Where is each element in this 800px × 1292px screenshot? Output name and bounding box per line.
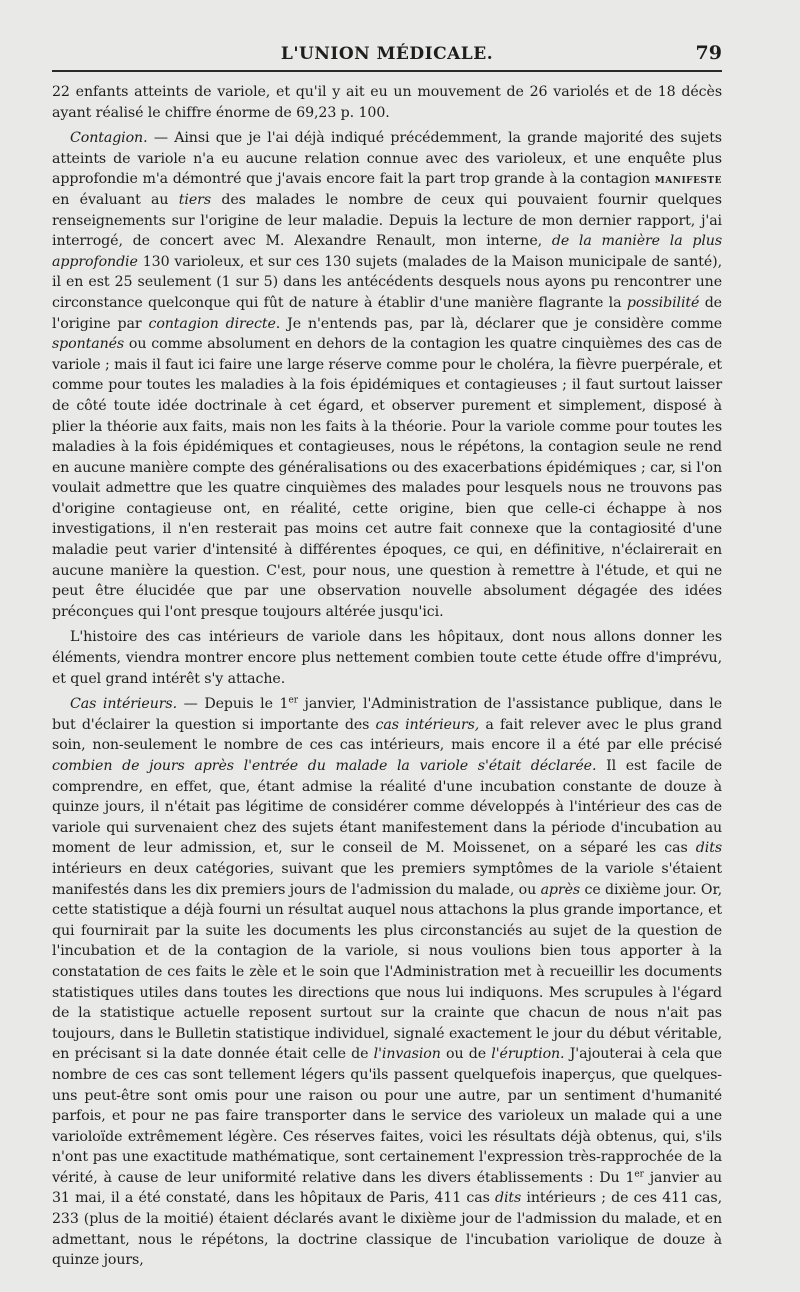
text-run: intérieurs en deux catégories, suivant que les premiers symptômes de la variole s'étaient manifestés dans les dix premiers jours de l'admission du malade, ou <box>52 860 722 898</box>
emphasis-tiers: tiers <box>178 191 211 208</box>
text-run: 130 varioleux, et sur ces 130 sujets (malades de la Maison municipale de santé), il en est 25 seulement (1 sur 5) dans les antécédents desquels nous ayons pu rencontrer une circonstance quelconque qui fût de nature à établir d'une manière flagrante la <box>52 253 722 311</box>
text-run: . Je n'entends pas, par là, déclarer que je considère comme <box>275 315 722 332</box>
emphasis-cas-interieurs: cas intérieurs, <box>375 716 480 733</box>
page-number: 79 <box>695 42 722 64</box>
superscript: er <box>634 1169 644 1180</box>
text-run: janvier au 31 mai, il a été constaté, dans les hôpitaux de Paris, 411 cas <box>52 1169 722 1207</box>
text-run: des malades le nombre de ceux qui pouvaient fournir quelques renseignements sur l'origine de leur maladie. Depuis la lecture de mon dernier rapport, j'ai interrogé, de concert avec M. Alexandre Renault, mon interne, <box>52 191 722 250</box>
text-run: intérieurs ; de ces 411 cas, 233 (plus de la moitié) étaient déclarés avant le dixième jour de l'admission du malade, et en admettant, nous le répétons, la doctrine classique de l'incubation variolique de douze à quinze jours, <box>52 1190 722 1269</box>
paragraph-cas-interieurs <box>52 694 722 1271</box>
text-run: ou de <box>440 1046 492 1063</box>
emphasis-manifeste: manifeste <box>654 171 722 187</box>
emphasis-eruption: l'éruption. <box>491 1046 565 1063</box>
superscript: er <box>288 695 298 706</box>
running-header <box>52 40 722 72</box>
emphasis-spontanes: spontanés <box>52 336 125 353</box>
emphasis-dits: dits <box>695 840 722 857</box>
emphasis-dits: dits <box>494 1190 522 1207</box>
text-run: ce dixième jour. Or, cette statistique a déjà fourni un résultat auquel nous attachons la plus grande importance, et qui fournirait par la suite les documents les plus circonstanciés au sujet de la question de l'incubation et de la contagion de la variole, si nous voulions bien tous apporter à la constatation de ces faits le zèle et le soin que l'Administration met à recueillir les documents statistiques utiles dans toutes les directions que nous lui indiquons. Mes scrupules à l'égard de la statistique actuelle reposent surtout sur la crainte que chacun de nous n'ait pas toujours, dans le Bulletin statistique individuel, signalé exactement le jour du début véritable, en précisant si la date donnée était celle de <box>52 881 722 1063</box>
text-run: Il est facile de comprendre, en effet, que, étant admise la réalité d'une incubation constante de douze à quinze jours, il n'était pas légitime de considérer comme développés à l'intérieur des cas de variole qui survenaient chez des sujets étant manifestement dans la période d'incubation au moment de leur admission, et, sur le conseil de M. Moissenet, on a séparé les cas <box>52 758 723 857</box>
text-run: ou comme absolument en dehors de la contagion les quatre cinquièmes des cas de variole ; mais il faut ici faire une large réserve comme pour le choléra, la fièvre puerpérale, et comme pour toutes les maladies à la fois épidémiques et contagieuses ; il faut surtout laisser de côté toute idée doctrinale à cet égard, et observer purement et simplement, disposé à plier la théorie aux faits, mais non les faits à la théorie. Pour la variole comme pour toutes les maladies à la fois épidémiques et contagieuses, nous le répétons, la contagion seule ne rend en aucune manière compte des généralisations ou des exacerbations épidémiques ; car, si l'on voulait admettre que les quatre cinquièmes des malades pour lesquels nous ne trouvons pas d'origine contagieuse ont, en réalité, cette origine, bien que celle-ci échappe à nos investigations, il n'en resterait pas moins cet autre fait connexe que la contagiosité d'une maladie peut varier d'intensité à différentes époques, ce qui, en définitive, n'éclairerait en aucune manière la question. C'est, pour nous, une question à remettre à l'étude, et qui ne peut être élucidée que par une observation nouvelle absolument dégagée des idées préconçues qui l'ont presque toujours altérée jusqu'ici. <box>52 336 722 620</box>
emphasis-apres: après <box>540 881 581 898</box>
text-run: en évaluant au <box>52 191 179 208</box>
journal-title: L'UNION MÉDICALE. <box>280 44 494 64</box>
body-text <box>52 82 722 1271</box>
text-run: J'ajouterai à cela que nombre de ces cas sont tellement légers qu'ils passent quelquefois inaperçus, que quelques-uns peut-être sont omis pour une raison ou pour une autre, par un sentiment d'humanité parfois, et pour ne pas faire transporter dans le service des varioleux un malade qui a une varioloïde extrêmement légère. Ces réserves faites, voici les résultats déjà obtenus, qui, s'ils n'ont pas une exactitude mathématique, sont certainement l'expression très-rapprochée de la vérité, à cause de leur uniformité relative dans les divers établissements : Du 1 <box>52 1046 722 1186</box>
emphasis-combien: combien de jours après l'entrée du malade la variole s'était déclarée. <box>52 758 597 774</box>
emphasis-invasion: l'invasion <box>373 1046 441 1063</box>
text-run: janvier, l'Administration de l'assistance publique, dans le but d'éclairer la question si importante des <box>52 696 722 733</box>
text-run: de l'origine par <box>52 294 722 332</box>
text-run: — Ainsi que je l'ai déjà indiqué précédemment, la grande majorité des sujets atteints de variole n'a eu aucune relation connue avec des varioleux, et une enquête plus approfondie m'a démontré que j'avais encore fait la part trop grande à la contagion <box>52 130 722 188</box>
emphasis-possibilite: possibilité <box>626 294 700 311</box>
paragraph-histoire: L'histoire des cas intérieurs de variole dans les hôpitaux, dont nous allons donner les éléments, viendra montrer encore plus nettement combien toute cette étude offre d'imprévu, et quel grand intérêt s'y attache. <box>52 629 722 687</box>
emphasis-contagion-directe: contagion directe <box>148 315 276 332</box>
text-run: — Depuis le 1 <box>177 696 289 713</box>
section-lead-contagion: Contagion. <box>70 130 148 147</box>
emphasis-maniere: de la manière la plus approfondie <box>52 233 722 270</box>
text-run: a fait relever avec le plus grand soin, non-seulement le nombre de ces cas intérieurs, mais encore il a été par elle précisé <box>52 716 722 754</box>
paragraph-1: 22 enfants atteints de variole, et qu'il y ait eu un mouvement de 26 variolés et de 18 décès ayant réalisé le chiffre énorme de 69,23 p. 100. <box>52 84 722 121</box>
paragraph-contagion <box>52 128 722 622</box>
section-lead-cas-interieurs: Cas intérieurs. <box>70 696 178 713</box>
